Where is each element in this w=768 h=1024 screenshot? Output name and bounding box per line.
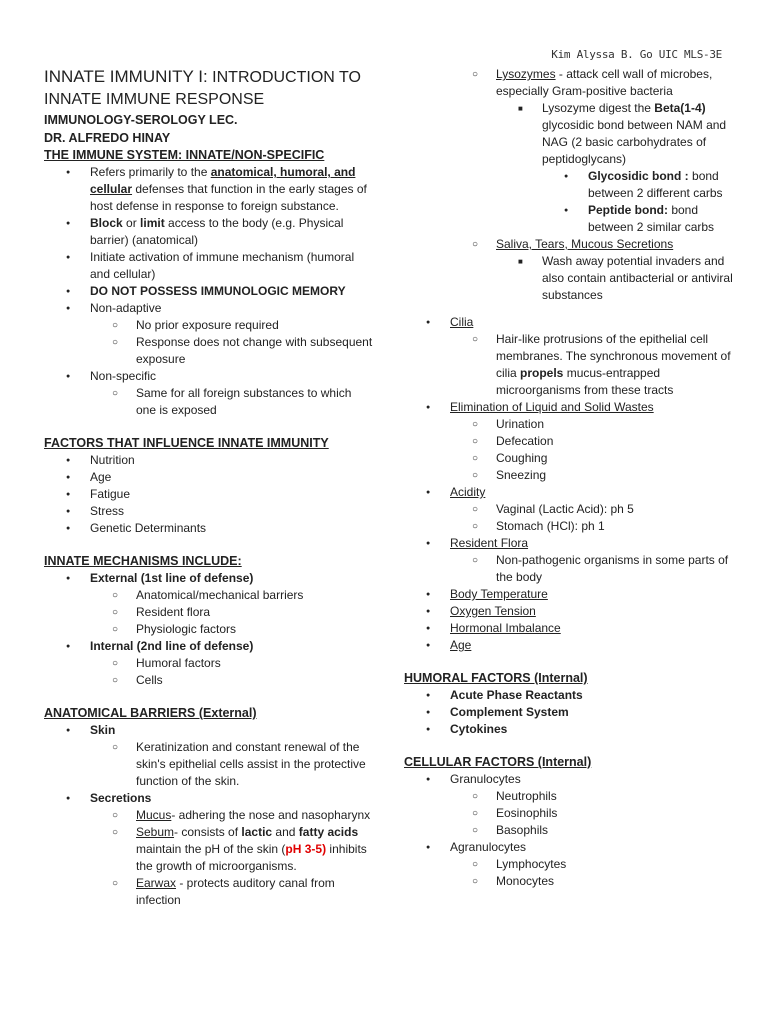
document-title	[44, 66, 374, 111]
list-item: ● Granulocytes	[404, 771, 734, 788]
list-item: ● Refers primarily to the anatomical, humoral, and cellular defenses that function in the early stages of host defense in response to foreign substance.	[44, 164, 374, 215]
list-item: ● Acute Phase Reactants	[404, 687, 734, 704]
list-item: ○ Response does not change with subsequent exposure	[44, 334, 374, 368]
section-heading-factors: FACTORS THAT INFLUENCE INNATE IMMUNITY	[44, 436, 329, 450]
list-item: ○ Resident flora	[44, 604, 374, 621]
section-heading-mechanisms: INNATE MECHANISMS INCLUDE:	[44, 554, 242, 568]
mechanisms-list	[44, 570, 374, 689]
list-item: ● Acidity	[404, 484, 734, 501]
list-item: ○ No prior exposure required	[44, 317, 374, 334]
list-item: ● Skin	[44, 722, 374, 739]
cellular-list	[404, 771, 734, 890]
list-item: ● Hormonal Imbalance	[404, 620, 734, 637]
list-item: ● Block or limit access to the body (e.g. Physical barrier) (anatomical)	[44, 215, 374, 249]
list-item: ● Peptide bond: bond between 2 similar carbs	[404, 202, 734, 236]
list-item: ○ Sneezing	[404, 467, 734, 484]
list-item: ○ Humoral factors	[44, 655, 374, 672]
instructor-name: DR. ALFREDO HINAY	[44, 131, 171, 145]
list-item: ○ Neutrophils	[404, 788, 734, 805]
factors-list	[44, 452, 374, 537]
list-item: ● Elimination of Liquid and Solid Wastes	[404, 399, 734, 416]
list-item: ● Cytokines	[404, 721, 734, 738]
list-item: ● Nutrition	[44, 452, 374, 469]
list-item: ● Fatigue	[44, 486, 374, 503]
list-item: ○ Basophils	[404, 822, 734, 839]
immune-system-list	[44, 164, 374, 419]
list-item: ○ Same for all foreign substances to which one is exposed	[44, 385, 374, 419]
list-item: ● Resident Flora	[404, 535, 734, 552]
list-item: ● Age	[44, 469, 374, 486]
list-item: ○ Mucus- adhering the nose and nasopharynx	[44, 807, 374, 824]
list-item: ○ Vaginal (Lactic Acid): ph 5	[404, 501, 734, 518]
list-item: ● Genetic Determinants	[44, 520, 374, 537]
title-rest: INTRODUCTION TO	[207, 69, 361, 86]
section-heading-cellular: CELLULAR FACTORS (Internal)	[404, 755, 592, 769]
list-item: ○ Non-pathogenic organisms in some parts of the body	[404, 552, 734, 586]
list-item: ○ Lysozymes - attack cell wall of microbes, especially Gram-positive bacteria	[404, 66, 734, 100]
anatomical-list	[44, 722, 374, 909]
right-column	[404, 66, 734, 890]
list-item: ○ Urination	[404, 416, 734, 433]
list-item: ○ Lymphocytes	[404, 856, 734, 873]
list-item: ● Initiate activation of immune mechanism (humoral and cellular)	[44, 249, 374, 283]
list-item: ● Glycosidic bond : bond between 2 different carbs	[404, 168, 734, 202]
list-item: ● External (1st line of defense)	[44, 570, 374, 587]
physiologic-list	[404, 314, 734, 654]
section-heading-anatomical: ANATOMICAL BARRIERS (External)	[44, 706, 257, 720]
list-item: ○ Hair-like protrusions of the epithelial cell membranes. The synchronous movement of cilia propels mucus-entrapped microorganisms from these tracts	[404, 331, 734, 399]
list-item: ○ Monocytes	[404, 873, 734, 890]
list-item: ○ Eosinophils	[404, 805, 734, 822]
list-item: ● Complement System	[404, 704, 734, 721]
list-item: ○ Coughing	[404, 450, 734, 467]
section-heading-immune-system: THE IMMUNE SYSTEM: INNATE/NON-SPECIFIC	[44, 148, 325, 162]
humoral-list	[404, 687, 734, 738]
list-item: ○ Sebum- consists of lactic and fatty acids maintain the pH of the skin (pH 3-5) inhibits the growth of microorganisms.	[44, 824, 374, 875]
author-header: Kim Alyssa B. Go UIC MLS-3E	[551, 48, 722, 61]
list-item: ● Cilia	[404, 314, 734, 331]
list-item: ○ Physiologic factors	[44, 621, 374, 638]
list-item: ● Agranulocytes	[404, 839, 734, 856]
list-item: ■ Wash away potential invaders and also contain antibacterial or antiviral substances	[404, 253, 734, 304]
course-name: IMMUNOLOGY-SEROLOGY LEC.	[44, 113, 238, 127]
section-heading-humoral: HUMORAL FACTORS (Internal)	[404, 671, 588, 685]
list-item: ● Internal (2nd line of defense)	[44, 638, 374, 655]
list-item: ● DO NOT POSSESS IMMUNOLOGIC MEMORY	[44, 283, 374, 300]
list-item: ○ Cells	[44, 672, 374, 689]
secretions-continued-list	[404, 66, 734, 304]
list-item: ○ Saliva, Tears, Mucous Secretions	[404, 236, 734, 253]
list-item: ● Oxygen Tension	[404, 603, 734, 620]
list-item: ○ Stomach (HCl): ph 1	[404, 518, 734, 535]
list-item: ● Stress	[44, 503, 374, 520]
title-line2: INNATE IMMUNE RESPONSE	[44, 91, 265, 108]
left-column	[44, 66, 374, 909]
list-item: ● Secretions	[44, 790, 374, 807]
title-main: INNATE IMMUNITY I:	[44, 67, 208, 86]
list-item: ○ Earwax - protects auditory canal from infection	[44, 875, 374, 909]
list-item: ■ Lysozyme digest the Beta(1-4) glycosidic bond between NAM and NAG (2 basic carbohydrates of peptidoglycans)	[404, 100, 734, 168]
list-item: ● Non-specific	[44, 368, 374, 385]
list-item: ● Non-adaptive	[44, 300, 374, 317]
list-item: ○ Defecation	[404, 433, 734, 450]
list-item: ○ Keratinization and constant renewal of the skin's epithelial cells assist in the protective function of the skin.	[44, 739, 374, 790]
list-item: ● Body Temperature	[404, 586, 734, 603]
list-item: ● Age	[404, 637, 734, 654]
list-item: ○ Anatomical/mechanical barriers	[44, 587, 374, 604]
